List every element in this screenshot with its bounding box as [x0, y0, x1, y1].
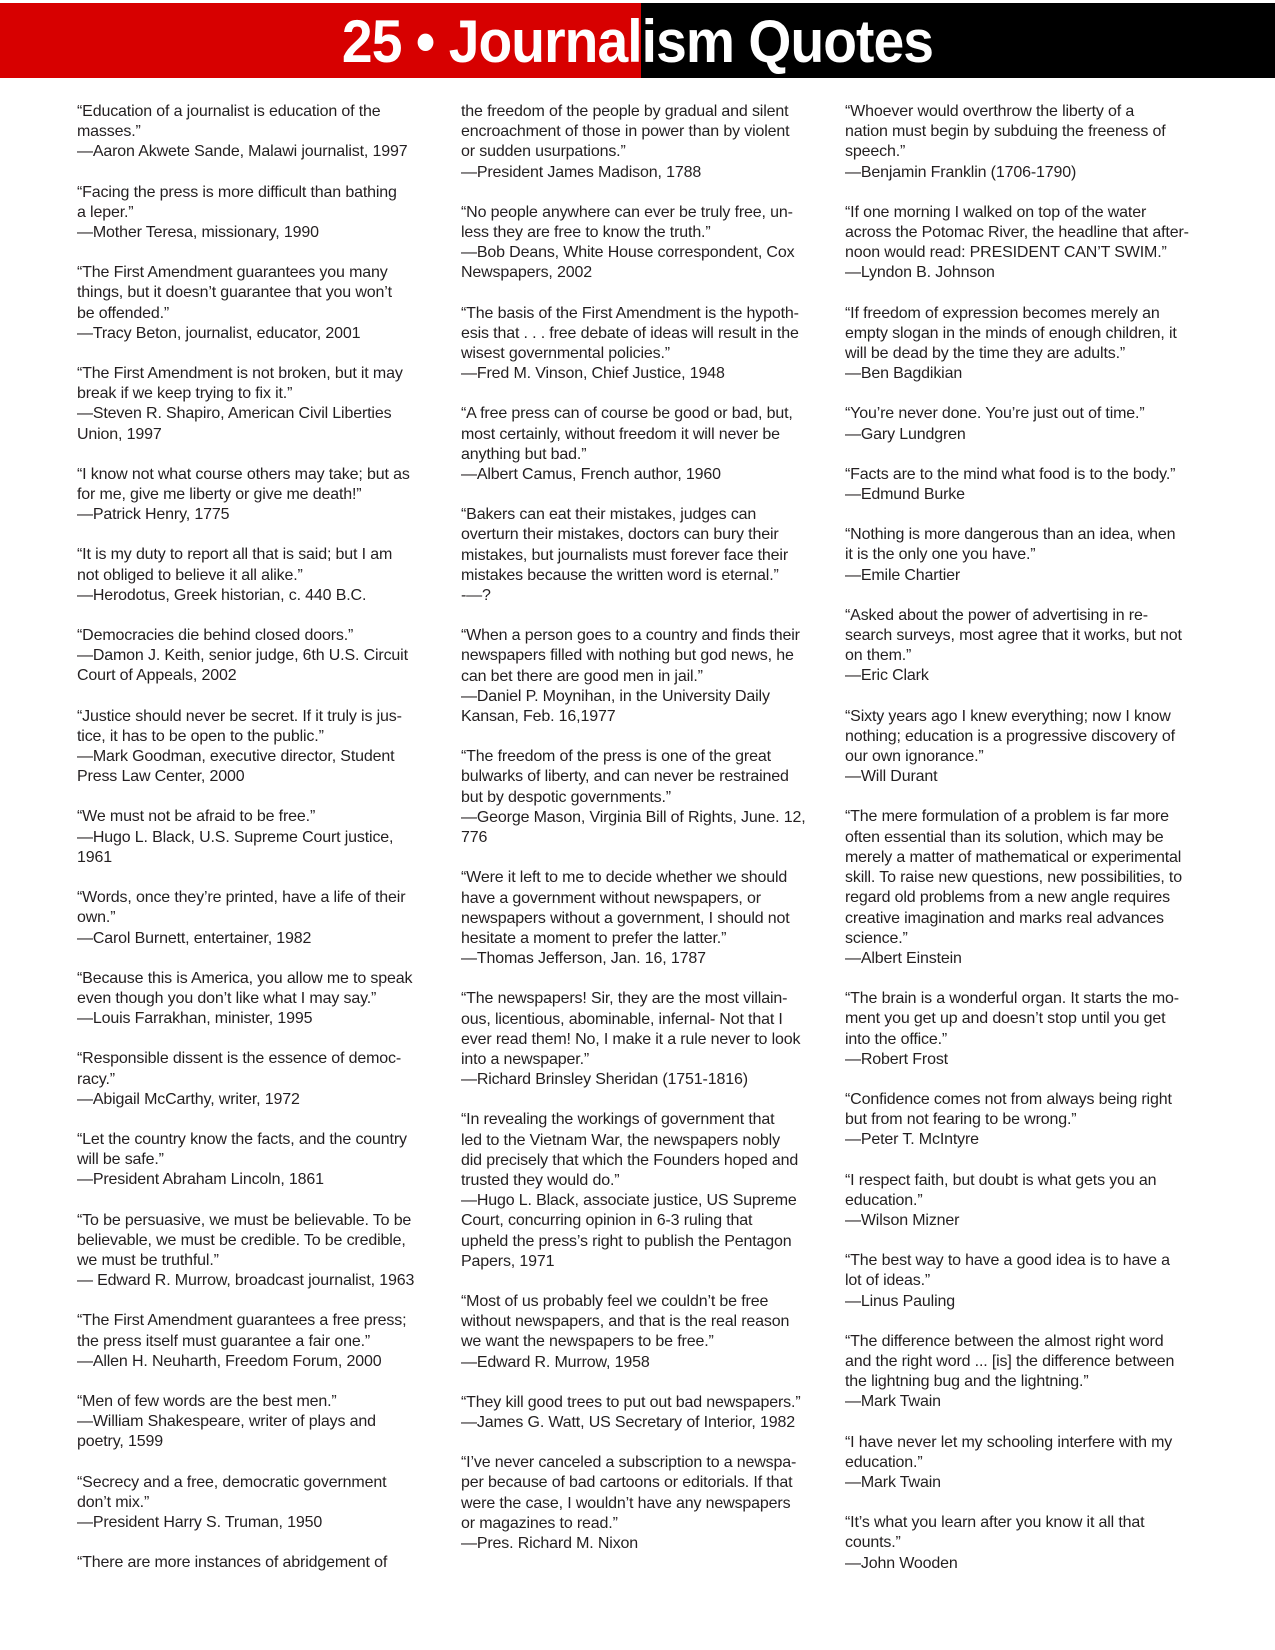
- quote-text-line: but by despotic governments.”: [461, 788, 671, 806]
- quote-block: [845, 606, 1210, 687]
- quote-block: [77, 807, 437, 868]
- quote-block: [845, 807, 1210, 969]
- quote-text-line: led to the Vietnam War, the newspapers nobly: [461, 1131, 780, 1149]
- quote-text-line: and the right word ... [is] the difference between: [845, 1352, 1175, 1370]
- quote-block: [77, 545, 437, 606]
- quote-text-line: “Let the country know the facts, and the country: [77, 1130, 407, 1148]
- quote-text-line: “Responsible dissent is the essence of democ-: [77, 1050, 402, 1068]
- quote-text-line: the lightning bug and the lightning.”: [845, 1373, 1089, 1391]
- quote-attribution: —Bob Deans, White House correspondent, Cox: [461, 244, 795, 262]
- quote-attribution: —Emile Chartier: [845, 566, 961, 584]
- quote-attribution: —Hugo L. Black, U.S. Supreme Court justice,: [77, 828, 394, 846]
- quote-text-line: “Justice should never be secret. If it truly is jus-: [77, 707, 402, 725]
- quote-text-line: counts.”: [845, 1534, 901, 1552]
- quote-block: [845, 1171, 1210, 1232]
- quote-attribution: —Patrick Henry, 1775: [77, 506, 230, 524]
- quote-block: [77, 364, 437, 445]
- quote-text-line: speech.”: [845, 143, 906, 161]
- quote-text-line: did precisely that which the Founders hoped and: [461, 1151, 799, 1169]
- quote-block: [845, 1090, 1210, 1151]
- quote-attribution: —William Shakespeare, writer of plays and: [77, 1413, 376, 1431]
- quote-text-line: break if we keep trying to fix it.”: [77, 385, 293, 403]
- quote-text-line: “Because this is America, you allow me to speak: [77, 969, 413, 987]
- quote-text-line: regard old problems from a new angle requires: [845, 889, 1170, 907]
- quote-text-line: less they are free to know the truth.”: [461, 224, 711, 242]
- quote-text-line: “I know not what course others may take; but as: [77, 465, 410, 483]
- quote-text-line: into the office.”: [845, 1030, 948, 1048]
- quote-text-line: a leper.”: [77, 203, 134, 221]
- quote-text-line: esis that . . . free debate of ideas will result in the: [461, 324, 799, 342]
- quote-text-line: education.”: [845, 1453, 923, 1471]
- quote-text-line: “Whoever would overthrow the liberty of a: [845, 103, 1135, 120]
- quote-text-line: per because of bad cartoons or editorials. If that: [461, 1474, 793, 1492]
- quote-column-2: [461, 102, 826, 1574]
- quote-text-line: Court of Appeals, 2002: [77, 667, 237, 685]
- quote-text-line: can bet there are good men in jail.”: [461, 667, 703, 685]
- quote-attribution: —Edward R. Murrow, 1958: [461, 1353, 650, 1371]
- quote-attribution: —Thomas Jefferson, Jan. 16, 1787: [461, 950, 706, 968]
- quote-attribution: —Allen H. Neuharth, Freedom Forum, 2000: [77, 1352, 382, 1370]
- quote-block: [77, 626, 437, 687]
- quote-text-line: “Bakers can eat their mistakes, judges can: [461, 506, 757, 524]
- quote-text-line: have a government without newspapers, or: [461, 889, 761, 907]
- quote-block: [461, 1393, 826, 1433]
- quote-attribution: —Damon J. Keith, senior judge, 6th U.S. Circuit: [77, 647, 408, 665]
- quote-block: [461, 747, 826, 848]
- quote-block: [77, 263, 437, 344]
- quote-attribution: —Tracy Beton, journalist, educator, 2001: [77, 324, 361, 342]
- quote-attribution: —Fred M. Vinson, Chief Justice, 1948: [461, 365, 725, 383]
- quote-text-line: masses.”: [77, 123, 141, 141]
- quote-text-line: for me, give me liberty or give me death!”: [77, 486, 362, 504]
- quote-attribution: —Aaron Akwete Sande, Malawi journalist, 1997: [77, 143, 408, 161]
- quote-block: [845, 1332, 1210, 1413]
- quote-attribution: —Herodotus, Greek historian, c. 440 B.C.: [77, 586, 367, 604]
- quote-attribution: —Hugo L. Black, associate justice, US Supreme: [461, 1192, 797, 1210]
- quote-text-line: “The basis of the First Amendment is the hypoth-: [461, 304, 799, 322]
- page-title: 25 • Journalism Quotes: [341, 8, 934, 75]
- quote-text-line: “Confidence comes not from always being right: [845, 1090, 1172, 1108]
- quote-text-line: on them.”: [845, 647, 912, 665]
- quote-text-line: Papers, 1971: [461, 1252, 555, 1270]
- quote-text-line: overturn their mistakes, doctors can bury their: [461, 526, 779, 544]
- quote-attribution: — Edward R. Murrow, broadcast journalist, 1963: [77, 1272, 415, 1290]
- quote-text-line: “Nothing is more dangerous than an idea, when: [845, 526, 1176, 544]
- quote-attribution: —James G. Watt, US Secretary of Interior, 1982: [461, 1413, 795, 1431]
- quote-text-line: “No people anywhere can ever be truly free, un-: [461, 203, 793, 221]
- quote-text-line: nation must begin by subduing the freeness of: [845, 123, 1166, 141]
- quote-text-line: “Facts are to the mind what food is to the body.”: [845, 465, 1176, 483]
- quote-block: [77, 1211, 437, 1292]
- quote-text-line: ever read them! No, I make it a rule never to look: [461, 1030, 801, 1048]
- quote-text-line: without newspapers, and that is the real reason: [461, 1313, 790, 1331]
- quote-text-line: upheld the press’s right to publish the Pentagon: [461, 1232, 792, 1250]
- quote-block: [77, 1553, 437, 1573]
- quote-text-line: search surveys, most agree that it works, but not: [845, 627, 1182, 645]
- quote-text-line: “The freedom of the press is one of the great: [461, 748, 771, 766]
- quote-attribution: -—?: [461, 587, 491, 605]
- quote-text-line: poetry, 1599: [77, 1433, 163, 1451]
- quote-text-line: mistakes, but journalists must forever face their: [461, 546, 789, 564]
- quote-text-line: “The First Amendment guarantees a free press;: [77, 1312, 407, 1330]
- quote-text-line: encroachment of those in power than by violent: [461, 123, 790, 141]
- quote-text-line: don’t mix.”: [77, 1493, 150, 1511]
- quote-text-line: creative imagination and marks real advances: [845, 909, 1164, 927]
- quote-text-line: noon would read: PRESIDENT CAN’T SWIM.”: [845, 244, 1167, 262]
- quote-text-line: “Were it left to me to decide whether we should: [461, 869, 788, 887]
- quote-attribution: —Benjamin Franklin (1706-1790): [845, 163, 1077, 181]
- quote-text-line: “I respect faith, but doubt is what gets you an: [845, 1171, 1157, 1189]
- quote-block: [77, 888, 437, 949]
- quote-block: [77, 707, 437, 788]
- quote-text-line: “I have never let my schooling interfere with my: [845, 1433, 1173, 1451]
- quote-text-line: ous, licentious, abominable, infernal- Not that I: [461, 1010, 783, 1028]
- quote-text-line: will be safe.”: [77, 1151, 164, 1169]
- title-banner: [0, 3, 1275, 78]
- quote-attribution: —Peter T. McIntyre: [845, 1131, 979, 1149]
- quote-block: [461, 505, 826, 606]
- quote-attribution: —Will Durant: [845, 768, 938, 786]
- quote-text-line: often essential than its solution, which may be: [845, 828, 1164, 846]
- quote-text-line: Union, 1997: [77, 425, 162, 443]
- quote-text-line: wisest governmental policies.”: [461, 345, 670, 363]
- quote-column-3: [845, 102, 1210, 1594]
- quote-text-line: “The best way to have a good idea is to have a: [845, 1252, 1170, 1270]
- quote-text-line: newspapers without a government, I should not: [461, 909, 790, 927]
- quote-block: [461, 1292, 826, 1373]
- quote-block: [461, 304, 826, 385]
- quote-text-line: empty slogan in the minds of enough children, it: [845, 324, 1177, 342]
- quote-block: [845, 304, 1210, 385]
- quote-text-line: ment you get up and doesn’t stop until you get: [845, 1010, 1166, 1028]
- quote-block: [77, 102, 437, 163]
- quote-attribution: —Richard Brinsley Sheridan (1751-1816): [461, 1071, 748, 1089]
- quote-text-line: “The newspapers! Sir, they are the most villain-: [461, 990, 788, 1008]
- quote-text-line: were the case, I wouldn’t have any newspapers: [461, 1494, 791, 1512]
- quote-block: [461, 626, 826, 727]
- quote-text-line: own.”: [77, 909, 116, 927]
- quote-text-line: “To be persuasive, we must be believable. To be: [77, 1211, 412, 1229]
- quote-text-line: or sudden usurpations.”: [461, 143, 626, 161]
- quote-block: [461, 102, 826, 183]
- quote-text-line: into a newspaper.”: [461, 1050, 590, 1068]
- quote-block: [845, 1513, 1210, 1574]
- quote-text-line: not obliged to believe it all alike.”: [77, 566, 303, 584]
- quote-attribution: —Albert Einstein: [845, 949, 962, 967]
- quote-text-line: “Secrecy and a free, democratic government: [77, 1473, 387, 1491]
- quote-attribution: —Eric Clark: [845, 667, 929, 685]
- quote-block: [461, 203, 826, 284]
- quote-text-line: “The First Amendment guarantees you many: [77, 264, 388, 282]
- quote-text-line: “Education of a journalist is education of the: [77, 103, 381, 120]
- quote-text-line: “Men of few words are the best men.”: [77, 1392, 337, 1410]
- quote-block: [77, 1130, 437, 1191]
- quote-text-line: skill. To raise new questions, new possibilities, to: [845, 869, 1182, 887]
- quote-block: [461, 989, 826, 1090]
- quote-text-line: science.”: [845, 929, 908, 947]
- quote-attribution: —Louis Farrakhan, minister, 1995: [77, 1010, 313, 1028]
- quote-text-line: trusted they would do.”: [461, 1171, 620, 1189]
- quote-block: [77, 465, 437, 526]
- quote-text-line: “They kill good trees to put out bad newspapers.”: [461, 1393, 801, 1411]
- quote-text-line: “Sixty years ago I knew everything; now I know: [845, 707, 1171, 725]
- quote-block: [461, 1110, 826, 1272]
- quote-block: [845, 465, 1210, 505]
- quote-block: [845, 1251, 1210, 1312]
- quote-text-line: but from not fearing to be wrong.”: [845, 1111, 1077, 1129]
- quote-text-line: hesitate a moment to prefer the latter.”: [461, 929, 727, 947]
- quote-block: [845, 707, 1210, 788]
- quote-block: [461, 868, 826, 969]
- quote-attribution: —Abigail McCarthy, writer, 1972: [77, 1090, 300, 1108]
- quote-text-line: things, but it doesn’t guarantee that you won’t: [77, 284, 392, 302]
- quote-text-line: “Asked about the power of advertising in re-: [845, 606, 1148, 624]
- quote-attribution: —Mark Twain: [845, 1393, 941, 1411]
- quote-block: [77, 1392, 437, 1453]
- quote-text-line: racy.”: [77, 1070, 115, 1088]
- quote-text-line: Court, concurring opinion in 6-3 ruling that: [461, 1212, 753, 1230]
- quote-attribution: —Daniel P. Moynihan, in the University Daily: [461, 687, 770, 705]
- quote-text-line: Press Law Center, 2000: [77, 768, 245, 786]
- quote-block: [845, 1433, 1210, 1494]
- quote-text-line: across the Potomac River, the headline that after-: [845, 224, 1189, 242]
- quote-block: [77, 1311, 437, 1372]
- quote-text-line: will be dead by the time they are adults.”: [845, 345, 1126, 363]
- quote-attribution: —Pres. Richard M. Nixon: [461, 1534, 639, 1552]
- quote-text-line: Kansan, Feb. 16,1977: [461, 708, 616, 726]
- quote-attribution: —Lyndon B. Johnson: [845, 264, 995, 282]
- quote-attribution: —Wilson Mizner: [845, 1211, 960, 1229]
- quote-text-line: “When a person goes to a country and finds their: [461, 627, 800, 645]
- quote-block: [77, 969, 437, 1030]
- quote-attribution: —Edmund Burke: [845, 486, 965, 504]
- quote-attribution: —President Harry S. Truman, 1950: [77, 1513, 323, 1531]
- quote-text-line: “It is my duty to report all that is said; but I am: [77, 546, 393, 564]
- quote-attribution: —Albert Camus, French author, 1960: [461, 466, 721, 484]
- quote-column-1: [77, 102, 437, 1593]
- quote-text-line: “The First Amendment is not broken, but it may: [77, 365, 403, 383]
- quote-text-line: “Democracies die behind closed doors.”: [77, 627, 354, 645]
- quote-attribution: —Ben Bagdikian: [845, 365, 963, 383]
- quote-text-line: “The brain is a wonderful organ. It starts the mo-: [845, 990, 1179, 1008]
- quote-text-line: “You’re never done. You’re just out of time.”: [845, 405, 1145, 423]
- quote-attribution: —Carol Burnett, entertainer, 1982: [77, 929, 312, 947]
- quote-attribution: —Steven R. Shapiro, American Civil Liberties: [77, 405, 392, 423]
- quote-text-line: even though you don’t like what I may say.”: [77, 989, 377, 1007]
- quote-text-line: lot of ideas.”: [845, 1272, 931, 1290]
- quote-text-line: tice, it has to be open to the public.”: [77, 727, 324, 745]
- quote-text-line: mistakes because the written word is eternal.”: [461, 566, 779, 584]
- quote-attribution: —Mark Goodman, executive director, Student: [77, 748, 395, 766]
- quote-text-line: we must be truthful.”: [77, 1251, 219, 1269]
- quote-block: [845, 989, 1210, 1070]
- quote-attribution: —John Wooden: [845, 1554, 958, 1572]
- quote-block: [845, 203, 1210, 284]
- quote-text-line: merely a matter of mathematical or experimental: [845, 848, 1182, 866]
- quote-attribution: —Mark Twain: [845, 1473, 941, 1491]
- quote-text-line: believable, we must be credible. To be credible,: [77, 1231, 406, 1249]
- quote-attribution: —Gary Lundgren: [845, 425, 966, 443]
- quote-text-line: “Words, once they’re printed, have a life of their: [77, 889, 406, 907]
- quote-text-line: Newspapers, 2002: [461, 264, 593, 282]
- quote-attribution: —President Abraham Lincoln, 1861: [77, 1171, 324, 1189]
- quote-text-line: the freedom of the people by gradual and silent: [461, 103, 789, 120]
- quote-attribution: —Linus Pauling: [845, 1292, 955, 1310]
- quote-text-line: newspapers filled with nothing but god news, he: [461, 647, 794, 665]
- quote-text-line: “Facing the press is more difficult than bathing: [77, 183, 397, 201]
- quote-block: [461, 1453, 826, 1554]
- quote-text-line: “If one morning I walked on top of the water: [845, 203, 1147, 221]
- quote-text-line: 776: [461, 829, 488, 847]
- quote-block: [845, 525, 1210, 586]
- quote-attribution: —Mother Teresa, missionary, 1990: [77, 224, 319, 242]
- quote-text-line: nothing; education is a progressive discovery of: [845, 727, 1175, 745]
- quote-attribution: —George Mason, Virginia Bill of Rights, June. 12,: [461, 808, 806, 826]
- quote-text-line: be offended.”: [77, 304, 170, 322]
- quote-text-line: or magazines to read.”: [461, 1514, 618, 1532]
- quote-text-line: “A free press can of course be good or bad, but,: [461, 405, 793, 423]
- quote-text-line: bulwarks of liberty, and can never be restrained: [461, 768, 789, 786]
- quote-block: [461, 404, 826, 485]
- quote-text-line: it is the only one you have.”: [845, 546, 1036, 564]
- quote-attribution: —President James Madison, 1788: [461, 163, 702, 181]
- quote-text-line: “In revealing the workings of government that: [461, 1111, 775, 1129]
- quote-text-line: most certainly, without freedom it will never be: [461, 425, 780, 443]
- quote-text-line: 1961: [77, 848, 112, 866]
- quote-text-line: “There are more instances of abridgement of: [77, 1554, 388, 1572]
- quote-text-line: “The difference between the almost right word: [845, 1332, 1164, 1350]
- quote-text-line: “It’s what you learn after you know it all that: [845, 1514, 1145, 1532]
- quote-text-line: “Most of us probably feel we couldn’t be free: [461, 1292, 769, 1310]
- quote-text-line: anything but bad.”: [461, 445, 587, 463]
- quote-text-line: we want the newspapers to be free.”: [461, 1333, 714, 1351]
- quote-text-line: “I’ve never canceled a subscription to a newspa-: [461, 1454, 797, 1472]
- quote-text-line: the press itself must guarantee a fair one.”: [77, 1332, 371, 1350]
- quote-block: [77, 1049, 437, 1110]
- quote-text-line: “We must not be afraid to be free.”: [77, 808, 316, 826]
- quote-block: [845, 404, 1210, 444]
- quote-block: [77, 183, 437, 244]
- quote-text-line: “The mere formulation of a problem is far more: [845, 808, 1169, 826]
- quote-block: [845, 102, 1210, 183]
- quote-block: [77, 1473, 437, 1534]
- quote-attribution: —Robert Frost: [845, 1050, 948, 1068]
- quote-text-line: education.”: [845, 1191, 923, 1209]
- quote-text-line: “If freedom of expression becomes merely an: [845, 304, 1160, 322]
- quote-text-line: our own ignorance.”: [845, 748, 984, 766]
